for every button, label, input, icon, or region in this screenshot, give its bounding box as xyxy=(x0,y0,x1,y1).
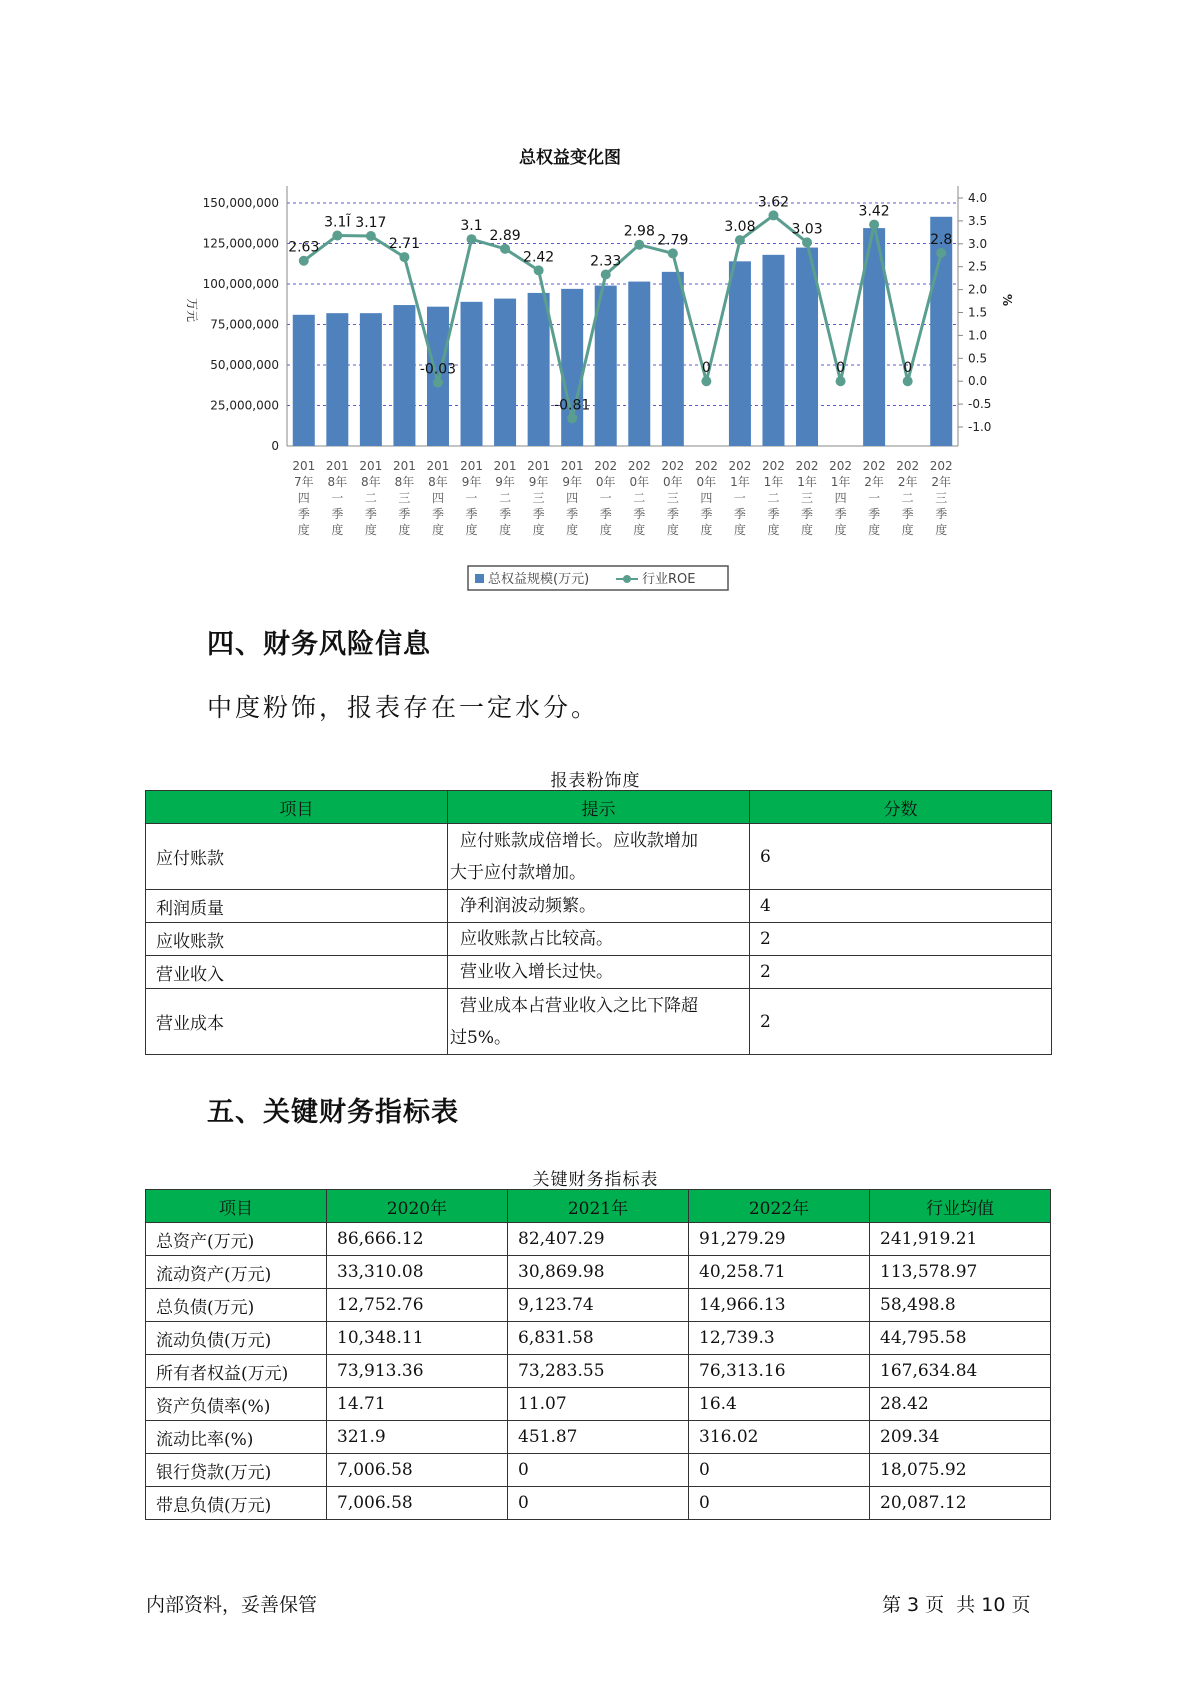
category-label: 度 xyxy=(532,523,545,537)
kpi-value-cell: 40,258.71 xyxy=(689,1256,870,1289)
kpi-value-cell: 9,123.74 xyxy=(508,1289,689,1322)
risk-hint-line: 过5%。 xyxy=(450,1027,511,1048)
risk-score-cell: 4 xyxy=(750,890,1052,923)
category-label: 度 xyxy=(364,523,377,537)
kpi-value-cell: 30,869.98 xyxy=(508,1256,689,1289)
bar xyxy=(326,313,348,446)
table-row xyxy=(146,1256,1051,1289)
right-tick-label: 3.0 xyxy=(968,236,988,251)
category-label: 季 xyxy=(935,507,948,521)
kpi-table-caption: 关键财务指标表 xyxy=(532,1170,659,1190)
section5-heading: 五、关键财务指标表 xyxy=(207,1097,459,1128)
category-label: 四 xyxy=(566,491,579,505)
bar xyxy=(762,255,784,446)
category-label: 202 xyxy=(694,459,718,473)
category-label: 0年 xyxy=(595,475,616,489)
kpi-item-cell: 总资产(万元) xyxy=(146,1223,327,1256)
roe-data-label: 3.03 xyxy=(791,221,823,238)
risk-item-cell: 营业收入 xyxy=(146,956,448,989)
kpi-item-cell: 银行贷款(万元) xyxy=(146,1454,327,1487)
category-label: 三 xyxy=(801,491,814,505)
category-label: 季 xyxy=(767,507,780,521)
kpi-header-cell: 项目 xyxy=(146,1190,327,1223)
kpi-item-cell: 资产负债率(%) xyxy=(146,1388,327,1421)
table-row xyxy=(146,890,1052,923)
kpi-value-cell: 7,006.58 xyxy=(327,1454,508,1487)
roe-point xyxy=(634,240,644,250)
table-row xyxy=(146,1388,1051,1421)
bar xyxy=(628,282,650,446)
risk-hint-cell xyxy=(448,923,750,956)
category-label: 1年 xyxy=(763,475,784,489)
bar xyxy=(494,299,516,446)
risk-hint-cell xyxy=(448,890,750,923)
roe-point xyxy=(701,376,711,386)
table-row xyxy=(146,1223,1051,1256)
category-label: 202 xyxy=(929,459,953,473)
roe-point xyxy=(668,248,678,258)
roe-point xyxy=(366,231,376,241)
roe-point xyxy=(332,231,342,241)
risk-score-cell: 2 xyxy=(750,989,1052,1055)
kpi-value-cell: 10,348.11 xyxy=(327,1322,508,1355)
category-label: 度 xyxy=(834,523,847,537)
category-label: 季 xyxy=(398,507,411,521)
kpi-value-cell: 33,310.08 xyxy=(327,1256,508,1289)
kpi-value-cell: 209.34 xyxy=(870,1421,1051,1454)
roe-point xyxy=(802,237,812,247)
roe-point xyxy=(836,376,846,386)
risk-hint-cell xyxy=(448,989,750,1055)
category-label: 三 xyxy=(935,491,948,505)
table-row xyxy=(146,824,1052,890)
category-label: 度 xyxy=(297,523,310,537)
roe-data-label: 2.8 xyxy=(930,231,953,248)
left-tick-label: 100,000,000 xyxy=(202,277,279,291)
category-label: 1年 xyxy=(797,475,817,489)
risk-hint-line: 应收账款占比较高。 xyxy=(460,929,613,949)
category-label: 度 xyxy=(935,523,948,537)
roe-data-label: 2.42 xyxy=(523,249,555,266)
category-label: 度 xyxy=(465,523,478,537)
category-label: 度 xyxy=(868,523,881,537)
equity-chart xyxy=(170,130,1014,590)
kpi-value-cell: 451.87 xyxy=(508,1421,689,1454)
category-label: 季 xyxy=(868,507,881,521)
risk-item-cell: 应收账款 xyxy=(146,923,448,956)
table-row xyxy=(146,1454,1051,1487)
category-label: 四 xyxy=(297,491,310,505)
left-tick-label: 125,000,000 xyxy=(202,236,279,251)
category-label: 2年 xyxy=(931,475,952,489)
roe-data-label: 3.08 xyxy=(724,219,756,236)
category-label: 9年 xyxy=(528,475,549,489)
kpi-item-cell: 流动比率(%) xyxy=(146,1421,327,1454)
roe-data-label: 3.1Ĩ xyxy=(324,214,351,231)
kpi-value-cell: 14,966.13 xyxy=(689,1289,870,1322)
right-tick-label: 3.5 xyxy=(968,213,988,228)
header-item: 项目 xyxy=(146,791,448,824)
legend-line-marker xyxy=(623,575,631,583)
category-label: 度 xyxy=(767,523,780,537)
roe-data-label: 2.33 xyxy=(590,253,622,270)
table-row xyxy=(146,1322,1051,1355)
footer-confidential: 内部资料，妥善保管 xyxy=(146,1594,318,1616)
roe-point xyxy=(433,378,443,388)
kpi-value-cell: 86,666.12 xyxy=(327,1223,508,1256)
risk-hint-line: 大于应付款增加。 xyxy=(450,862,586,883)
category-label: 季 xyxy=(364,507,377,521)
kpi-value-cell: 76,313.16 xyxy=(689,1355,870,1388)
kpi-value-cell: 0 xyxy=(689,1487,870,1520)
table-row xyxy=(146,1421,1051,1454)
bar xyxy=(729,261,751,446)
risk-table-header xyxy=(146,791,1052,824)
kpi-item-cell: 流动资产(万元) xyxy=(146,1256,327,1289)
roe-data-label: 0 xyxy=(836,360,846,377)
risk-hint-line: 净利润波动频繁。 xyxy=(460,896,596,916)
right-tick-label: -0.5 xyxy=(968,397,992,412)
category-label: 0年 xyxy=(696,475,717,489)
table-row xyxy=(146,1289,1051,1322)
category-label: 二 xyxy=(364,491,377,505)
kpi-item-cell: 所有者权益(万元) xyxy=(146,1355,327,1388)
kpi-value-cell: 12,739.3 xyxy=(689,1322,870,1355)
category-label: 季 xyxy=(599,507,612,521)
category-label: 度 xyxy=(331,523,344,537)
category-label: 9年 xyxy=(495,475,515,489)
category-label: 202 xyxy=(594,459,618,473)
category-label: 季 xyxy=(499,507,512,521)
roe-data-label: 2.79 xyxy=(657,232,689,249)
kpi-table-header xyxy=(146,1190,1051,1223)
left-tick-label: 25,000,000 xyxy=(210,398,279,413)
category-label: 8年 xyxy=(327,475,348,489)
risk-item-cell: 应付账款 xyxy=(146,824,448,890)
right-tick-label: 1.5 xyxy=(968,305,988,320)
category-label: 201 xyxy=(560,459,584,473)
kpi-value-cell: 73,913.36 xyxy=(327,1355,508,1388)
category-label: 2年 xyxy=(897,475,918,489)
table-row xyxy=(146,989,1052,1055)
category-label: 三 xyxy=(398,491,411,505)
kpi-value-cell: 73,283.55 xyxy=(508,1355,689,1388)
bar xyxy=(360,313,382,446)
risk-hint-line: 营业成本占营业收入之比下降超 xyxy=(460,995,698,1016)
header-score: 分数 xyxy=(750,791,1052,824)
left-tick-label: 50,000,000 xyxy=(210,358,279,372)
kpi-value-cell: 241,919.21 xyxy=(870,1223,1051,1256)
category-label: 2年 xyxy=(864,475,884,489)
category-label: 202 xyxy=(661,459,685,473)
risk-summary-text: 中度粉饰，报表存在一定水分。 xyxy=(207,693,600,722)
category-label: 度 xyxy=(431,523,444,537)
category-label: 季 xyxy=(297,507,310,521)
category-label: 9年 xyxy=(562,475,582,489)
right-tick-label: 0.5 xyxy=(968,351,988,366)
chart-title: 总权益变化图 xyxy=(519,148,621,168)
category-label: 201 xyxy=(325,459,349,473)
category-label: 四 xyxy=(431,491,444,505)
category-label: 三 xyxy=(532,491,545,505)
roe-point xyxy=(768,210,778,220)
bar xyxy=(528,293,550,446)
kpi-value-cell: 11.07 xyxy=(508,1388,689,1421)
risk-score-cell: 6 xyxy=(750,824,1052,890)
category-label: 度 xyxy=(666,523,679,537)
category-label: 1年 xyxy=(730,475,750,489)
category-label: 9年 xyxy=(461,475,482,489)
category-label: 0年 xyxy=(629,475,650,489)
kpi-value-cell: 91,279.29 xyxy=(689,1223,870,1256)
roe-data-label: 0 xyxy=(903,360,913,377)
bar xyxy=(461,302,483,446)
category-label: 二 xyxy=(901,491,914,505)
risk-score-cell: 2 xyxy=(750,956,1052,989)
right-axis-label: % xyxy=(1000,294,1014,307)
risk-hint-line: 营业收入增长过快。 xyxy=(460,962,613,982)
legend-bar-label: 总权益规模(万元) xyxy=(488,572,590,587)
roe-data-label: 2.89 xyxy=(489,227,521,244)
category-label: 季 xyxy=(901,507,914,521)
kpi-header-cell: 行业均值 xyxy=(870,1190,1051,1223)
roe-data-label: 3.62 xyxy=(757,194,790,211)
right-tick-label: 0.0 xyxy=(968,374,988,389)
left-tick-label: 75,000,000 xyxy=(210,317,279,332)
kpi-value-cell: 0 xyxy=(508,1454,689,1487)
category-label: 度 xyxy=(633,523,646,537)
kpi-value-cell: 18,075.92 xyxy=(870,1454,1051,1487)
kpi-value-cell: 82,407.29 xyxy=(508,1223,689,1256)
category-label: 季 xyxy=(733,507,746,521)
roe-point xyxy=(299,256,309,266)
left-tick-label: 0 xyxy=(271,439,279,453)
kpi-value-cell: 44,795.58 xyxy=(870,1322,1051,1355)
kpi-header-cell: 2022年 xyxy=(689,1190,870,1223)
kpi-value-cell: 20,087.12 xyxy=(870,1487,1051,1520)
kpi-value-cell: 12,752.76 xyxy=(327,1289,508,1322)
bar xyxy=(393,305,415,446)
roe-point xyxy=(903,376,913,386)
category-label: 一 xyxy=(599,491,612,505)
category-label: 季 xyxy=(834,507,847,521)
category-label: 7年 xyxy=(293,475,314,489)
kpi-value-cell: 0 xyxy=(689,1454,870,1487)
roe-point xyxy=(601,269,611,279)
category-label: 202 xyxy=(762,459,785,473)
table-row xyxy=(146,1487,1051,1520)
category-label: 201 xyxy=(292,459,316,473)
roe-data-label: -0.03 xyxy=(419,361,457,378)
category-label: 0年 xyxy=(663,475,683,489)
category-label: 202 xyxy=(795,459,819,473)
category-label: 二 xyxy=(499,491,512,505)
roe-point xyxy=(735,235,745,245)
risk-table xyxy=(145,790,1052,1055)
right-tick-label: 4.0 xyxy=(968,191,988,205)
left-tick-label: 150,000,000 xyxy=(202,196,279,210)
kpi-value-cell: 58,498.8 xyxy=(870,1289,1051,1322)
header-hint: 提示 xyxy=(448,791,750,824)
category-label: 一 xyxy=(331,491,344,505)
roe-data-label: -0.81 xyxy=(554,397,591,414)
category-label: 一 xyxy=(868,491,881,505)
category-label: 8年 xyxy=(394,475,415,489)
kpi-value-cell: 321.9 xyxy=(327,1421,508,1454)
kpi-item-cell: 带息负债(万元) xyxy=(146,1487,327,1520)
right-tick-label: 2.0 xyxy=(968,282,988,297)
roe-data-label: 2.71 xyxy=(388,236,421,253)
category-label: 201 xyxy=(426,459,450,473)
footer-page-number: 第 3 页 共 10 页 xyxy=(882,1594,1031,1616)
roe-data-label: 2.63 xyxy=(288,239,320,256)
category-label: 四 xyxy=(700,491,713,505)
category-label: 201 xyxy=(359,459,383,473)
chart-svg xyxy=(170,130,1014,590)
legend-bar-swatch xyxy=(475,574,484,583)
category-label: 度 xyxy=(801,523,814,537)
category-label: 季 xyxy=(566,507,579,521)
category-label: 季 xyxy=(465,507,478,521)
right-tick-label: 2.5 xyxy=(968,259,988,274)
left-axis-label: 万元 xyxy=(185,298,199,323)
table-row xyxy=(146,956,1052,989)
category-label: 季 xyxy=(801,507,814,521)
category-label: 201 xyxy=(392,459,416,473)
category-label: 度 xyxy=(398,523,411,537)
category-label: 1年 xyxy=(830,475,851,489)
kpi-value-cell: 0 xyxy=(508,1487,689,1520)
category-label: 度 xyxy=(499,523,512,537)
bar xyxy=(662,272,684,446)
kpi-value-cell: 28.42 xyxy=(870,1388,1051,1421)
kpi-table xyxy=(145,1189,1051,1520)
risk-item-cell: 利润质量 xyxy=(146,890,448,923)
section4-heading: 四、财务风险信息 xyxy=(207,629,431,660)
category-label: 201 xyxy=(460,459,483,473)
kpi-item-cell: 流动负债(万元) xyxy=(146,1322,327,1355)
category-label: 202 xyxy=(728,459,752,473)
roe-point xyxy=(399,252,409,262)
category-label: 二 xyxy=(767,491,780,505)
risk-item-cell: 营业成本 xyxy=(146,989,448,1055)
risk-hint-cell xyxy=(448,824,750,890)
category-label: 四 xyxy=(834,491,847,505)
category-label: 8年 xyxy=(361,475,381,489)
category-label: 二 xyxy=(633,491,646,505)
roe-point xyxy=(936,248,946,258)
category-label: 202 xyxy=(829,459,853,473)
table-row xyxy=(146,1355,1051,1388)
table-row xyxy=(146,923,1052,956)
roe-point xyxy=(567,413,577,423)
category-label: 三 xyxy=(666,491,679,505)
category-label: 202 xyxy=(896,459,920,473)
category-label: 202 xyxy=(862,459,886,473)
risk-score-cell: 2 xyxy=(750,923,1052,956)
kpi-value-cell: 316.02 xyxy=(689,1421,870,1454)
right-tick-label: -1.0 xyxy=(968,420,992,434)
risk-table-caption: 报表粉饰度 xyxy=(550,771,641,791)
category-label: 季 xyxy=(331,507,344,521)
risk-hint-line: 应付账款成倍增长。应收款增加 xyxy=(460,830,698,851)
category-label: 度 xyxy=(733,523,746,537)
kpi-value-cell: 14.71 xyxy=(327,1388,508,1421)
roe-point xyxy=(869,220,879,230)
category-label: 季 xyxy=(700,507,713,521)
roe-point xyxy=(500,244,510,254)
kpi-header-cell: 2021年 xyxy=(508,1190,689,1223)
category-label: 季 xyxy=(431,507,444,521)
kpi-header-cell: 2020年 xyxy=(327,1190,508,1223)
legend-line-label: 行业ROE xyxy=(642,572,696,587)
category-label: 201 xyxy=(527,459,551,473)
kpi-value-cell: 113,578.97 xyxy=(870,1256,1051,1289)
kpi-value-cell: 16.4 xyxy=(689,1388,870,1421)
category-label: 季 xyxy=(633,507,646,521)
category-label: 202 xyxy=(627,459,651,473)
kpi-value-cell: 167,634.84 xyxy=(870,1355,1051,1388)
roe-data-label: 2.98 xyxy=(623,223,655,240)
category-label: 8年 xyxy=(428,475,448,489)
category-label: 度 xyxy=(901,523,914,537)
right-tick-label: 1.0 xyxy=(968,328,988,343)
roe-data-label: 3.1 xyxy=(460,218,483,235)
kpi-item-cell: 总负债(万元) xyxy=(146,1289,327,1322)
category-label: 201 xyxy=(493,459,517,473)
kpi-value-cell: 7,006.58 xyxy=(327,1487,508,1520)
category-label: 一 xyxy=(733,491,746,505)
risk-hint-cell xyxy=(448,956,750,989)
category-label: 度 xyxy=(700,523,713,537)
roe-point xyxy=(467,234,477,244)
category-label: 一 xyxy=(465,491,478,505)
bar xyxy=(293,315,315,446)
category-label: 度 xyxy=(599,523,612,537)
kpi-value-cell: 6,831.58 xyxy=(508,1322,689,1355)
category-label: 季 xyxy=(666,507,679,521)
roe-point xyxy=(534,265,544,275)
roe-data-label: 3.42 xyxy=(858,203,890,220)
roe-data-label: 0 xyxy=(701,360,711,377)
category-label: 季 xyxy=(532,507,545,521)
roe-data-label: 3.17 xyxy=(355,215,387,232)
category-label: 度 xyxy=(566,523,579,537)
